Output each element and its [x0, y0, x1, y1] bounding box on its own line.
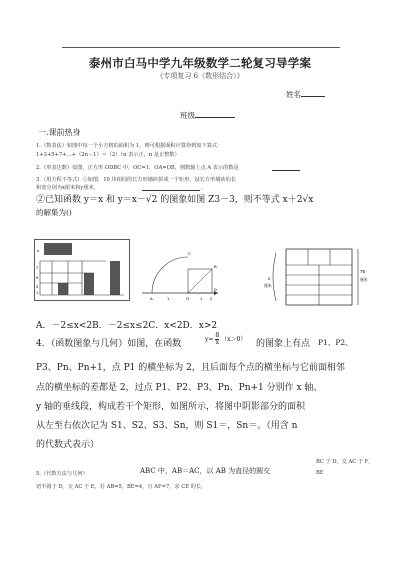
brick-lines	[286, 249, 352, 305]
q6-right-line1: BC 于 D，交 AC 于 F，	[316, 459, 374, 465]
q5-line1-start: 4．（函数图象与几何）如图，在函数	[36, 339, 182, 349]
q5-line4: y 轴的垂线段，构成若干个矩形，如图所示，将图中阴影部分的面积	[36, 402, 305, 412]
q4-line1: ②已知函数 y＝x 和 y＝x－√2 的图象如图 Z3－3，则不等式 x＋2√x	[36, 195, 314, 205]
q5-line3: 点的横坐标的差都是 2，过点 P1、P2、P3、Pn、Pn+1 分别作 x 轴、	[36, 383, 323, 393]
label-b: B	[214, 264, 217, 269]
q6-line1b: ABC 中，AB＝AC，以 AB 为直径的圆交	[140, 467, 271, 475]
grid-label-7: 7	[36, 265, 39, 270]
q5-formula-cond: （x＞0）	[221, 336, 247, 343]
q1-line1: 1.（数表法）如图中每一个小方格的面积为 1，则可根据面积计算得到如下算式：	[36, 143, 223, 149]
grid-shade-mid	[84, 273, 94, 295]
q3-line2: 和宽分别为x厘米和y厘米，	[36, 185, 99, 191]
grid-label-3: 3	[36, 284, 39, 289]
arc	[152, 257, 188, 293]
brick-x-label: x	[268, 276, 271, 281]
brace-left	[273, 253, 276, 301]
grid-label-n: n	[37, 248, 40, 253]
page-title: 泰州市白马中学九年级数学二轮复习导学案	[88, 56, 312, 70]
brick-figure	[262, 245, 370, 309]
q4-options: A．－2≤x<2B．－2≤x≤2C．x<2D．x>2	[36, 321, 218, 331]
q2-text: 2.（形表达数）如图，正方形 ODBC 中，OC=1，OA=OB，则数轴上点 A 表示的数是	[36, 165, 239, 171]
q5-formula-var: y=	[205, 336, 214, 343]
grid-shade-right	[110, 261, 120, 295]
section-heading: 一.课前热身	[38, 128, 81, 137]
q6-line2: 切半圆于 D，交 AC 于 E，若 AB=5，BE=4，且 AF=7，求 CE 的长。	[36, 484, 207, 490]
label-1a: 1	[167, 296, 170, 301]
label-o: O	[186, 296, 190, 301]
label-d: D	[214, 287, 217, 292]
q5-formula-den: x	[215, 339, 219, 346]
numberline-figure	[140, 249, 220, 305]
class-label: 班级	[180, 111, 195, 120]
header-rule	[62, 47, 340, 48]
q6-right-line2: BE	[316, 470, 324, 476]
grid-figure	[34, 239, 130, 301]
label-c: C	[188, 251, 191, 256]
grid-shade-top	[44, 243, 72, 255]
grid-shade-low	[58, 283, 68, 295]
q3-blank[interactable]	[142, 189, 200, 191]
q3-end: 。	[201, 185, 207, 191]
page-subtitle: 《专项复习 6（数形结合）》	[156, 72, 244, 80]
label-1b: 1	[200, 296, 203, 301]
q5-line2: P3、Pn、Pn+1，点 P1 的横坐标为 2，且后面每个点的横坐标与它前面相邻	[36, 363, 345, 373]
q4-line2: 的解集为()	[36, 208, 72, 217]
q5-formula-num: 8	[215, 332, 220, 339]
q5-line5: 从左至右依次记为 S1、S2、S3、Sn，则 S1＝，Sn＝。（用含 n	[36, 421, 298, 431]
class-blank[interactable]	[195, 109, 235, 118]
q5-points: P1、P2、	[318, 338, 353, 347]
name-blank[interactable]	[301, 88, 325, 97]
name-field[interactable]	[286, 88, 325, 100]
label-a: A	[150, 296, 153, 301]
class-field[interactable]	[180, 109, 235, 121]
q6-line1: 5.（代数方法与几何）	[36, 471, 88, 477]
label-2: 2	[210, 296, 213, 301]
name-label: 姓名	[286, 90, 301, 99]
q5-line6: 的代数式表示）	[36, 440, 100, 450]
q2-blank[interactable]	[272, 169, 300, 171]
grid-label-1: 1	[36, 290, 39, 295]
brick-height-unit: 厘米	[360, 278, 368, 282]
q5-line1-end: 的图象上有点	[256, 339, 311, 349]
q5-formula	[205, 333, 246, 346]
q5-fraction	[215, 333, 219, 346]
brick-height-value: 75	[360, 269, 366, 274]
q3-line1: 3.（用方程不等式）①如图，10 块相同的长方形墙砖拼成一个矩形，设长方形墙砖的长	[36, 177, 236, 183]
brick-x-unit: 厘米	[264, 284, 272, 288]
q1-line2: 1+3+5+7+…+（2n－1）＝（2）（n 表示正，n 是正整数）	[36, 152, 180, 158]
diagonal	[188, 269, 212, 293]
grid-label-5: 5	[36, 275, 39, 280]
